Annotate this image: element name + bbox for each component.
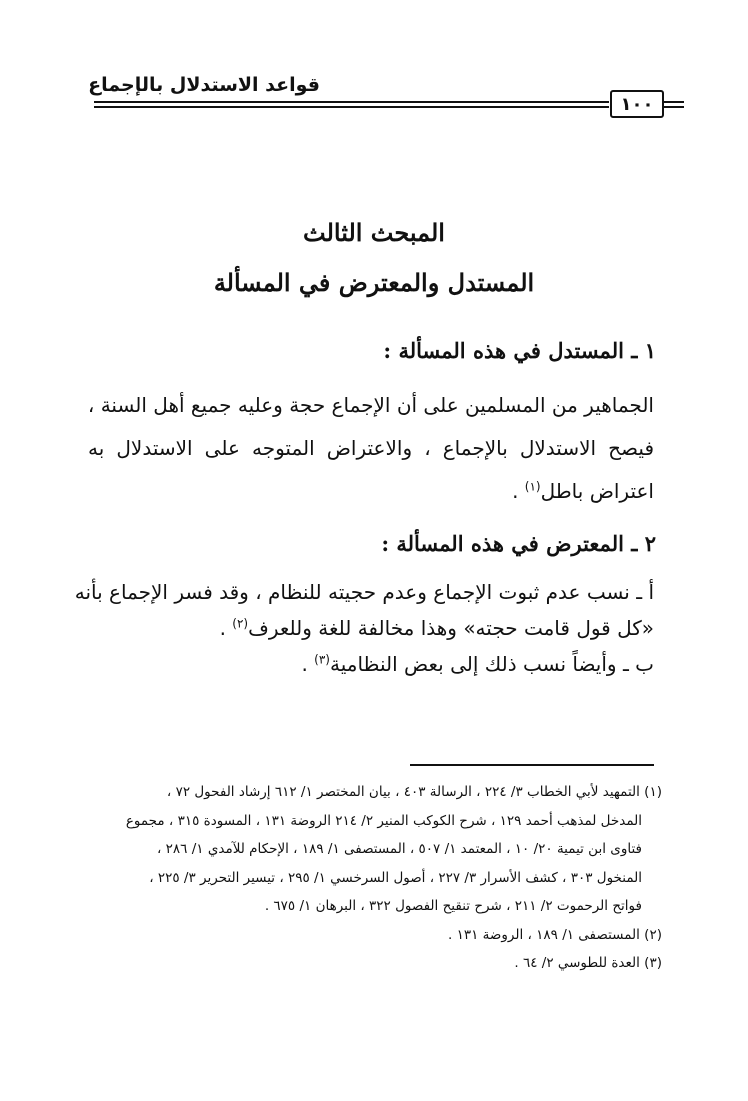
footnote-1-line-5: فواتح الرحموت ٢/ ٢١١ ، شرح تنقيح الفصول ٣٢٢ ، البرهان ١/ ٦٧٥ . xyxy=(264,898,642,914)
section-title: المبحث الثالث xyxy=(303,218,445,247)
part1-line-1: الجماهير من المسلمين على أن الإجماع حجة وعليه جميع أهل السنة ، xyxy=(87,393,654,417)
part1-line-3-text: اعتراض باطل xyxy=(540,479,654,503)
footnote-1-line-4: المنخول ٣٠٣ ، كشف الأسرار ٣/ ٢٢٧ ، أصول السرخسي ١/ ٢٩٥ ، تيسير التحرير ٣/ ٢٢٥ ، xyxy=(149,869,642,886)
part2-heading: ٢ ـ المعترض في هذه المسألة : xyxy=(381,531,656,556)
footnote-1-line-3: فتاوى ابن تيمية ٢٠/ ١٠ ، المعتمد ١/ ٥٠٧ ، المستصفى ١/ ١٨٩ ، الإحكام للآمدي ١/ ٢٨٦ ، xyxy=(157,841,642,857)
part1-heading: ١ ـ المستدل في هذه المسألة : xyxy=(383,338,656,363)
item-a-line-1: أ ـ نسب عدم ثبوت الإجماع وعدم حجيته للنظام ، وقد فسر الإجماع بأنه xyxy=(74,580,654,604)
footnote-separator xyxy=(410,764,654,766)
header-rule-bottom xyxy=(94,106,609,108)
header-rule-top xyxy=(94,101,609,103)
part1-line-2: فيصح الاستدلال بالإجماع ، والاعتراض المتوجه على الاستدلال به xyxy=(88,436,654,460)
footnote-2: (٢) المستصفى ١/ ١٨٩ ، الروضة ١٣١ . xyxy=(448,926,662,943)
item-b-text: ب ـ وأيضاً نسب ذلك إلى بعض النظامية xyxy=(329,652,654,676)
part1-line-3 xyxy=(88,470,654,513)
part2-paragraph xyxy=(74,574,654,682)
item-b xyxy=(88,646,654,682)
item-a-line-2 xyxy=(88,610,654,646)
running-title: قواعد الاستدلال بالإجماع xyxy=(88,74,320,96)
item-a-line-2-text: «كل قول قامت حجته» وهذا مخالفة للغة وللعرف xyxy=(248,616,654,640)
item-a-end: . xyxy=(219,616,233,640)
page-number-tail-top xyxy=(664,101,684,103)
footnote-ref-2: (٢) xyxy=(232,616,249,631)
part1-line-end: . xyxy=(512,479,525,503)
footnote-1-line-2: المدخل لمذهب أحمد ١٢٩ ، شرح الكوكب المنير ٢/ ٢١٤ الروضة ١٣١ ، المسودة ٣١٥ ، مجموع xyxy=(125,812,642,829)
footnote-1-line-1: (١) التمهيد لأبي الخطاب ٣/ ٢٢٤ ، الرسالة ٤٠٣ ، بيان المختصر ١/ ٦١٢ إرشاد الفحول ٧٢ ، xyxy=(166,784,662,800)
item-b-end: . xyxy=(301,652,315,676)
footnote-3: (٣) العدة للطوسي ٢/ ٦٤ . xyxy=(514,955,662,971)
part1-paragraph xyxy=(88,384,654,513)
footnotes xyxy=(84,778,662,978)
page-number-tail-bottom xyxy=(664,106,684,108)
footnote-ref-1: (١) xyxy=(524,479,541,494)
section-subtitle: المستدل والمعترض في المسألة xyxy=(213,268,535,297)
page-number: ١٠٠ xyxy=(610,90,664,118)
footnote-ref-3: (٣) xyxy=(314,652,330,667)
